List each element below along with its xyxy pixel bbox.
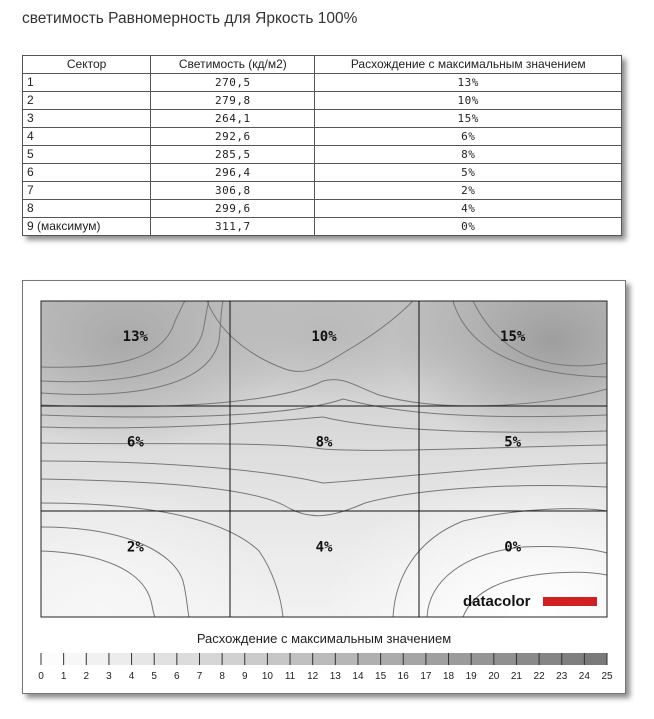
cell-label: 4%: [315, 539, 333, 556]
scale-segment: [222, 653, 245, 665]
sector-cell: 3: [23, 110, 151, 128]
scale-segment: [562, 653, 585, 665]
table-row: [23, 92, 622, 110]
scale-tick-label: 15: [375, 671, 387, 682]
cell-label: 10%: [311, 329, 337, 346]
scale-segment: [132, 653, 155, 665]
cell-label: 2%: [126, 539, 144, 556]
luminance-cell: 311,7: [151, 218, 315, 236]
table-row: [23, 164, 622, 182]
scale-tick-label: 18: [442, 671, 455, 682]
sector-cell: 9 (максимум): [23, 218, 151, 236]
luminance-cell: 299,6: [151, 200, 315, 218]
deviation-cell: 0%: [315, 218, 622, 236]
deviation-cell: 6%: [315, 128, 622, 146]
header-luminance: Светимость (кд/м2): [151, 56, 315, 74]
cell-label: 8%: [315, 434, 333, 451]
scale-tick-label: 5: [151, 671, 157, 682]
scale-tick-label: 1: [60, 671, 67, 682]
scale-tick-label: 4: [128, 671, 135, 682]
scale-segment: [358, 653, 381, 665]
color-scale: [38, 653, 613, 682]
table-row: [23, 74, 622, 92]
scale-tick-label: 21: [510, 671, 523, 682]
logo-text: datacolor: [463, 593, 531, 610]
cell-label: 6%: [126, 434, 144, 451]
scale-tick-label: 6: [174, 671, 180, 682]
scale-tick-label: 11: [284, 671, 296, 682]
scale-segment: [313, 653, 336, 665]
scale-segment: [154, 653, 177, 665]
uniformity-chart: [23, 281, 625, 693]
scale-segment: [245, 653, 268, 665]
sector-cell: 4: [23, 128, 151, 146]
deviation-cell: 2%: [315, 182, 622, 200]
scale-segment: [471, 653, 494, 665]
scale-tick-label: 13: [329, 671, 341, 682]
scale-tick-label: 2: [83, 671, 90, 682]
sector-cell: 8: [23, 200, 151, 218]
luminance-cell: 296,4: [151, 164, 315, 182]
deviation-cell: 8%: [315, 146, 622, 164]
luminance-cell: 306,8: [151, 182, 315, 200]
cell-label: 5%: [504, 434, 522, 451]
scale-tick-label: 8: [219, 671, 225, 682]
table-row: [23, 128, 622, 146]
scale-segment: [426, 653, 449, 665]
scale-segment: [199, 653, 222, 665]
sector-cell: 7: [23, 182, 151, 200]
scale-segment: [335, 653, 358, 665]
luminance-cell: 285,5: [151, 146, 315, 164]
cell-label: 0%: [504, 539, 522, 556]
sector-cell: 5: [23, 146, 151, 164]
sector-cell: 6: [23, 164, 151, 182]
scale-tick-label: 20: [488, 671, 500, 682]
deviation-cell: 5%: [315, 164, 622, 182]
header-deviation: Расхождение с максимальным значением: [315, 56, 622, 74]
luminance-cell: 264,1: [151, 110, 315, 128]
table-row: [23, 146, 622, 164]
cell-label: 15%: [500, 329, 526, 346]
scale-tick-label: 0: [38, 671, 44, 682]
cell-label: 13%: [122, 329, 148, 346]
deviation-cell: 13%: [315, 74, 622, 92]
deviation-cell: 4%: [315, 200, 622, 218]
uniformity-chart-frame: [22, 280, 626, 694]
deviation-cell: 10%: [315, 92, 622, 110]
scale-segment: [86, 653, 109, 665]
scale-segment: [449, 653, 472, 665]
deviation-cell: 15%: [315, 110, 622, 128]
scale-segment: [381, 653, 404, 665]
scale-tick-label: 9: [241, 671, 248, 682]
scale-segment: [290, 653, 313, 665]
scale-title: Расхождение с максимальным значением: [196, 631, 452, 646]
table-row: [23, 200, 622, 218]
table-row: [23, 182, 622, 200]
scale-segment: [584, 653, 607, 665]
logo-bar: [543, 597, 597, 606]
header-sector: Сектор: [23, 56, 151, 74]
scale-tick-label: 7: [196, 671, 203, 682]
scale-segment: [41, 653, 64, 665]
scale-segment: [64, 653, 87, 665]
scale-tick-label: 25: [601, 671, 613, 682]
scale-tick-label: 23: [556, 671, 568, 682]
scale-tick-label: 12: [307, 671, 319, 682]
scale-segment: [494, 653, 517, 665]
table-row: [23, 218, 622, 236]
sector-table-container: [22, 55, 622, 236]
scale-tick-label: 3: [106, 671, 112, 682]
scale-segment: [516, 653, 539, 665]
luminance-cell: 279,8: [151, 92, 315, 110]
scale-tick-label: 24: [578, 671, 590, 682]
sector-table: [22, 55, 622, 236]
scale-tick-label: 14: [352, 671, 364, 682]
scale-tick-label: 22: [533, 671, 545, 682]
scale-tick-label: 10: [261, 671, 273, 682]
luminance-cell: 270,5: [151, 74, 315, 92]
scale-segment: [177, 653, 200, 665]
scale-segment: [403, 653, 426, 665]
table-row: [23, 110, 622, 128]
luminance-cell: 292,6: [151, 128, 315, 146]
scale-segment: [109, 653, 132, 665]
scale-segment: [267, 653, 290, 665]
scale-segment: [539, 653, 562, 665]
sector-cell: 1: [23, 74, 151, 92]
scale-tick-label: 16: [397, 671, 409, 682]
sector-cell: 2: [23, 92, 151, 110]
scale-tick-label: 17: [420, 671, 432, 682]
page-title: светимость Равномерность для Яркость 100%: [22, 10, 358, 27]
table-header-row: [23, 56, 622, 74]
scale-tick-label: 19: [465, 671, 477, 682]
